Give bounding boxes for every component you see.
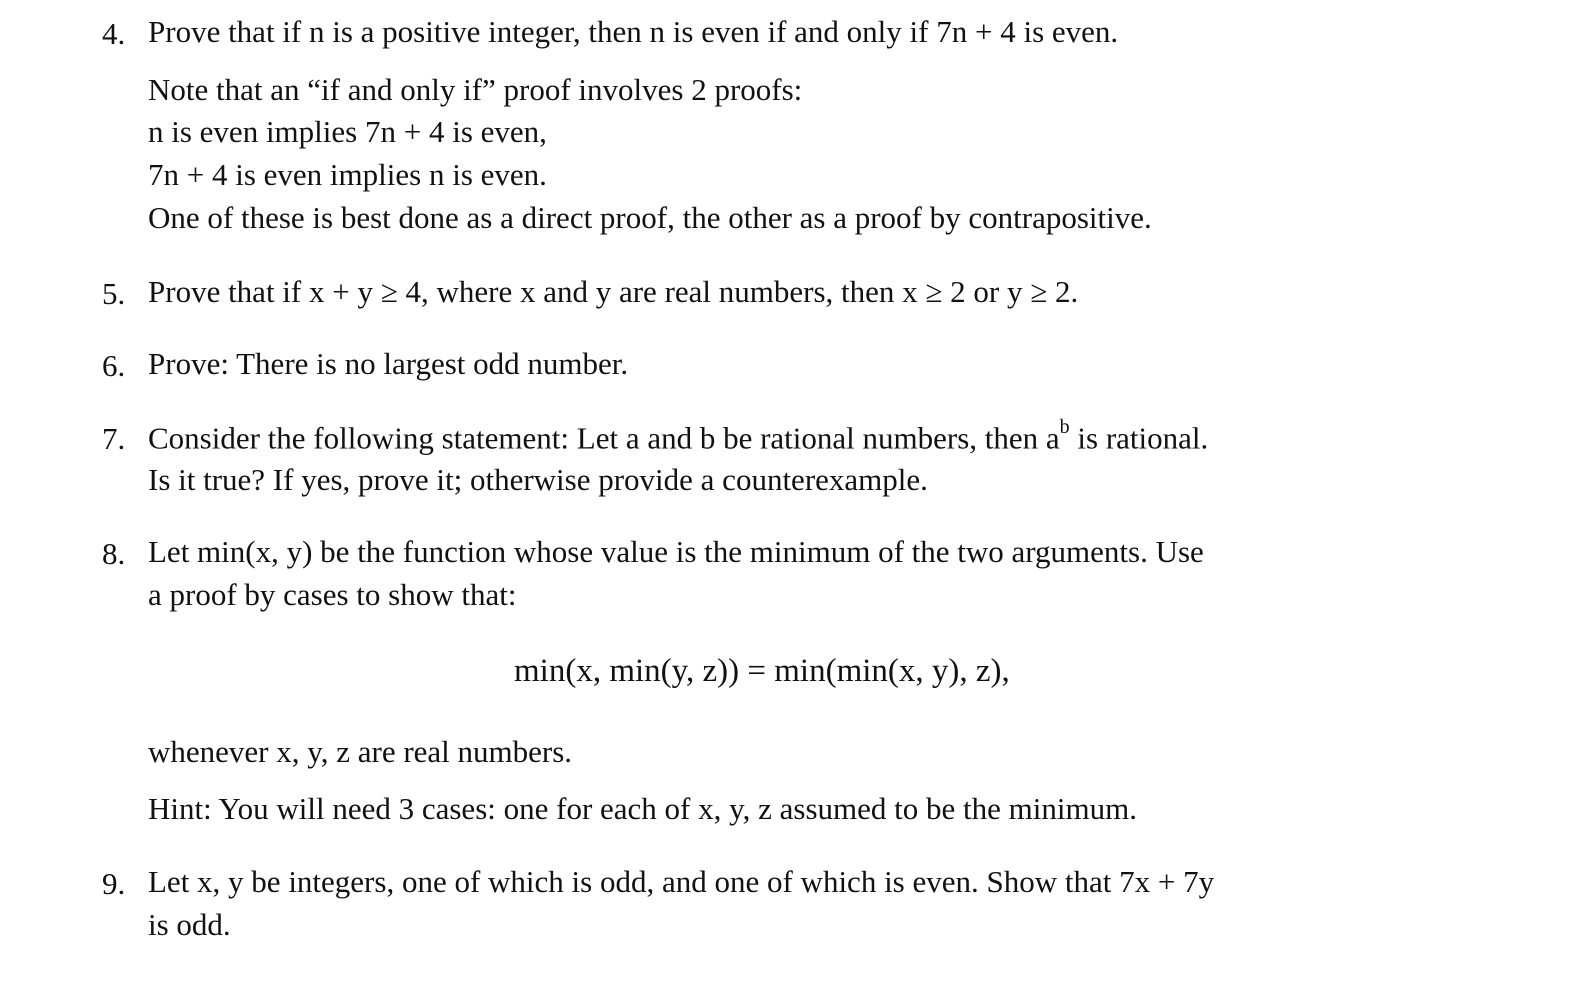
problem-number: 8.	[102, 536, 126, 571]
problem-note: Note that an “if and only if” proof involves 2 proofs:	[148, 72, 803, 107]
problem-note: n is even implies 7n + 4 is even,	[148, 114, 547, 149]
problem-line: Prove: There is no largest odd number.	[148, 346, 629, 381]
problem-number: 6.	[102, 348, 126, 383]
problem-note: 7n + 4 is even implies n is even.	[148, 157, 547, 192]
problem-number: 5.	[102, 276, 126, 311]
problem-number: 4.	[102, 16, 126, 51]
problem-line: Is it true? If yes, prove it; otherwise provide a counterexample.	[148, 462, 928, 497]
problem-line: Consider the following statement: Let a and b be rational numbers, then $a^b$ is rational.	[148, 416, 1209, 456]
display-equation: min(x, min(y, z)) = min(min(x, y), z),	[514, 653, 1010, 689]
problem-line: Let x, y be integers, one of which is odd, and one of which is even. Show that 7x + 7y	[148, 864, 1215, 899]
problem-hint: Hint: You will need 3 cases: one for each of x, y, z assumed to be the minimum.	[148, 791, 1137, 826]
problem-line: a proof by cases to show that:	[148, 577, 517, 612]
problem-line: whenever x, y, z are real numbers.	[148, 734, 573, 769]
problem-note: One of these is best done as a direct proof, the other as a proof by contrapositive.	[148, 200, 1152, 235]
problem-line: Prove that if x + y ≥ 4, where x and y are real numbers, then x ≥ 2 or y ≥ 2.	[148, 274, 1079, 309]
problem-number: 9.	[102, 866, 126, 901]
problem-line: Prove that if n is a positive integer, then n is even if and only if 7n + 4 is even.	[148, 14, 1119, 49]
problem-number: 7.	[102, 421, 126, 456]
problem-line: is odd.	[148, 907, 231, 942]
problem-line: Let min(x, y) be the function whose value is the minimum of the two arguments. Use	[148, 534, 1204, 569]
